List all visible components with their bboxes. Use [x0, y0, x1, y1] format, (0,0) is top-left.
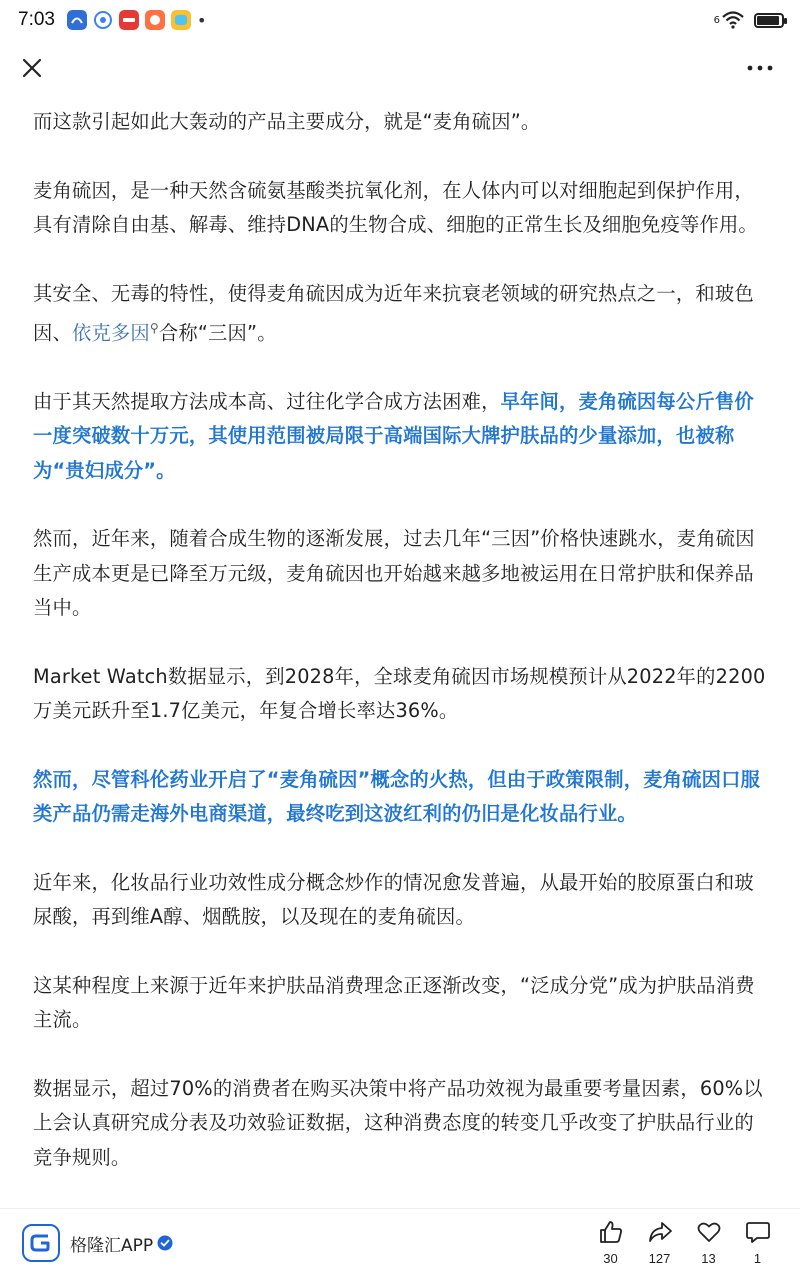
more-notifications-icon: •	[196, 10, 207, 30]
video-app-icon	[145, 10, 165, 30]
thumbs-up-icon	[598, 1219, 624, 1245]
highlighted-paragraph: 然而，尽管科伦药业开启了“麦角硫因”概念的火热，但由于政策限制，麦角硫因口服类产品仍需走海外电商渠道，最终吃到这波红利的仍旧是化妆品行业。	[33, 767, 761, 826]
paragraph: Market Watch数据显示，到2028年，全球麦角硫因市场规模预计从2022年的2200万美元跃升至1.7亿美元，年复合增长率达36%。	[33, 664, 766, 723]
paragraph	[33, 385, 773, 489]
share-button[interactable]	[635, 1219, 684, 1266]
share-icon	[647, 1219, 673, 1245]
paragraph-text: 其安全、无毒的特性，使得麦角硫因成为近年来抗衰老领域的研究热点之一，和玻色因、	[33, 281, 754, 345]
notification-icons	[67, 10, 206, 30]
browser-notification-icon	[93, 10, 113, 30]
comment-count: 1	[753, 1251, 762, 1266]
verified-badge-icon	[157, 1235, 173, 1251]
like-button[interactable]	[586, 1219, 635, 1266]
close-icon[interactable]	[16, 52, 48, 84]
top-bar	[0, 44, 800, 92]
paragraph: 而这款引起如此大轰动的产品主要成分，就是“麦角硫因”。	[33, 110, 541, 133]
engagement-actions	[586, 1219, 782, 1266]
paragraph: 麦角硫因，是一种天然含硫氨基酸类抗氧化剂，在人体内可以对细胞起到保护作用，具有清除自由基、解毒、维持DNA的生物合成、细胞的正常生长及细胞免疫等作用。	[33, 178, 758, 236]
share-count: 127	[648, 1251, 671, 1266]
paragraph: 数据显示，超过70%的消费者在购买决策中将产品功效视为最重要考量因素，60%以上会认真研究成分表及功效验证数据，这种消费态度的转变几乎改变了护肤品行业的竞争规则。	[33, 1076, 763, 1169]
like-count: 30	[603, 1251, 618, 1266]
paragraph: 这某种程度上来源于近年来护肤品消费理念正逐渐改变，“泛成分党”成为护肤品消费主流。	[33, 973, 755, 1032]
paragraph-text: 合称“三因”。	[158, 321, 277, 345]
comment-icon	[745, 1219, 771, 1245]
highlighted-text: 早年间，麦角硫因每公斤售价一度突破数十万元，其使用范围被局限于高端国际大牌护肤品的少量添加，也被称为“贵妇成分”。	[33, 389, 754, 482]
battery-icon	[754, 13, 784, 28]
status-bar	[0, 0, 800, 40]
search-icon[interactable]: ⚲	[149, 321, 159, 335]
signal-label: 6	[713, 14, 720, 26]
paragraph: 近年来，化妆品行业功效性成分概念炒作的情况愈发普遍，从最开始的胶原蛋白和玻尿酸，再到维A醇、烟酰胺，以及现在的麦角硫因。	[33, 870, 754, 929]
bottom-bar	[0, 1208, 800, 1280]
brand-logo-icon	[22, 1224, 60, 1262]
author-name: 格隆汇APP	[70, 1235, 154, 1256]
game-app-icon	[171, 10, 191, 30]
wifi-icon	[722, 11, 744, 29]
favorite-count: 13	[701, 1251, 716, 1266]
status-time: 7:03	[18, 9, 55, 30]
comment-button[interactable]	[733, 1219, 782, 1266]
paragraph	[33, 277, 773, 351]
more-options-icon[interactable]	[744, 52, 776, 84]
article-body	[33, 105, 773, 1278]
favorite-button[interactable]	[684, 1219, 733, 1266]
app-notification-icon	[67, 10, 87, 30]
paragraph: 然而，近年来，随着合成生物的逐渐发展，过去几年“三因”价格快速跳水，麦角硫因生产成本更是已降至万元级，麦角硫因也开始越来越多地被运用在日常护肤和保养品当中。	[33, 527, 755, 620]
keyword-link[interactable]: 依克多因	[71, 321, 150, 345]
paragraph-text: 由于其天然提取方法成本高、过往化学合成方法困难，	[33, 389, 501, 413]
shopping-app-icon	[119, 10, 139, 30]
heart-icon	[696, 1219, 722, 1245]
author-profile[interactable]	[22, 1224, 173, 1262]
